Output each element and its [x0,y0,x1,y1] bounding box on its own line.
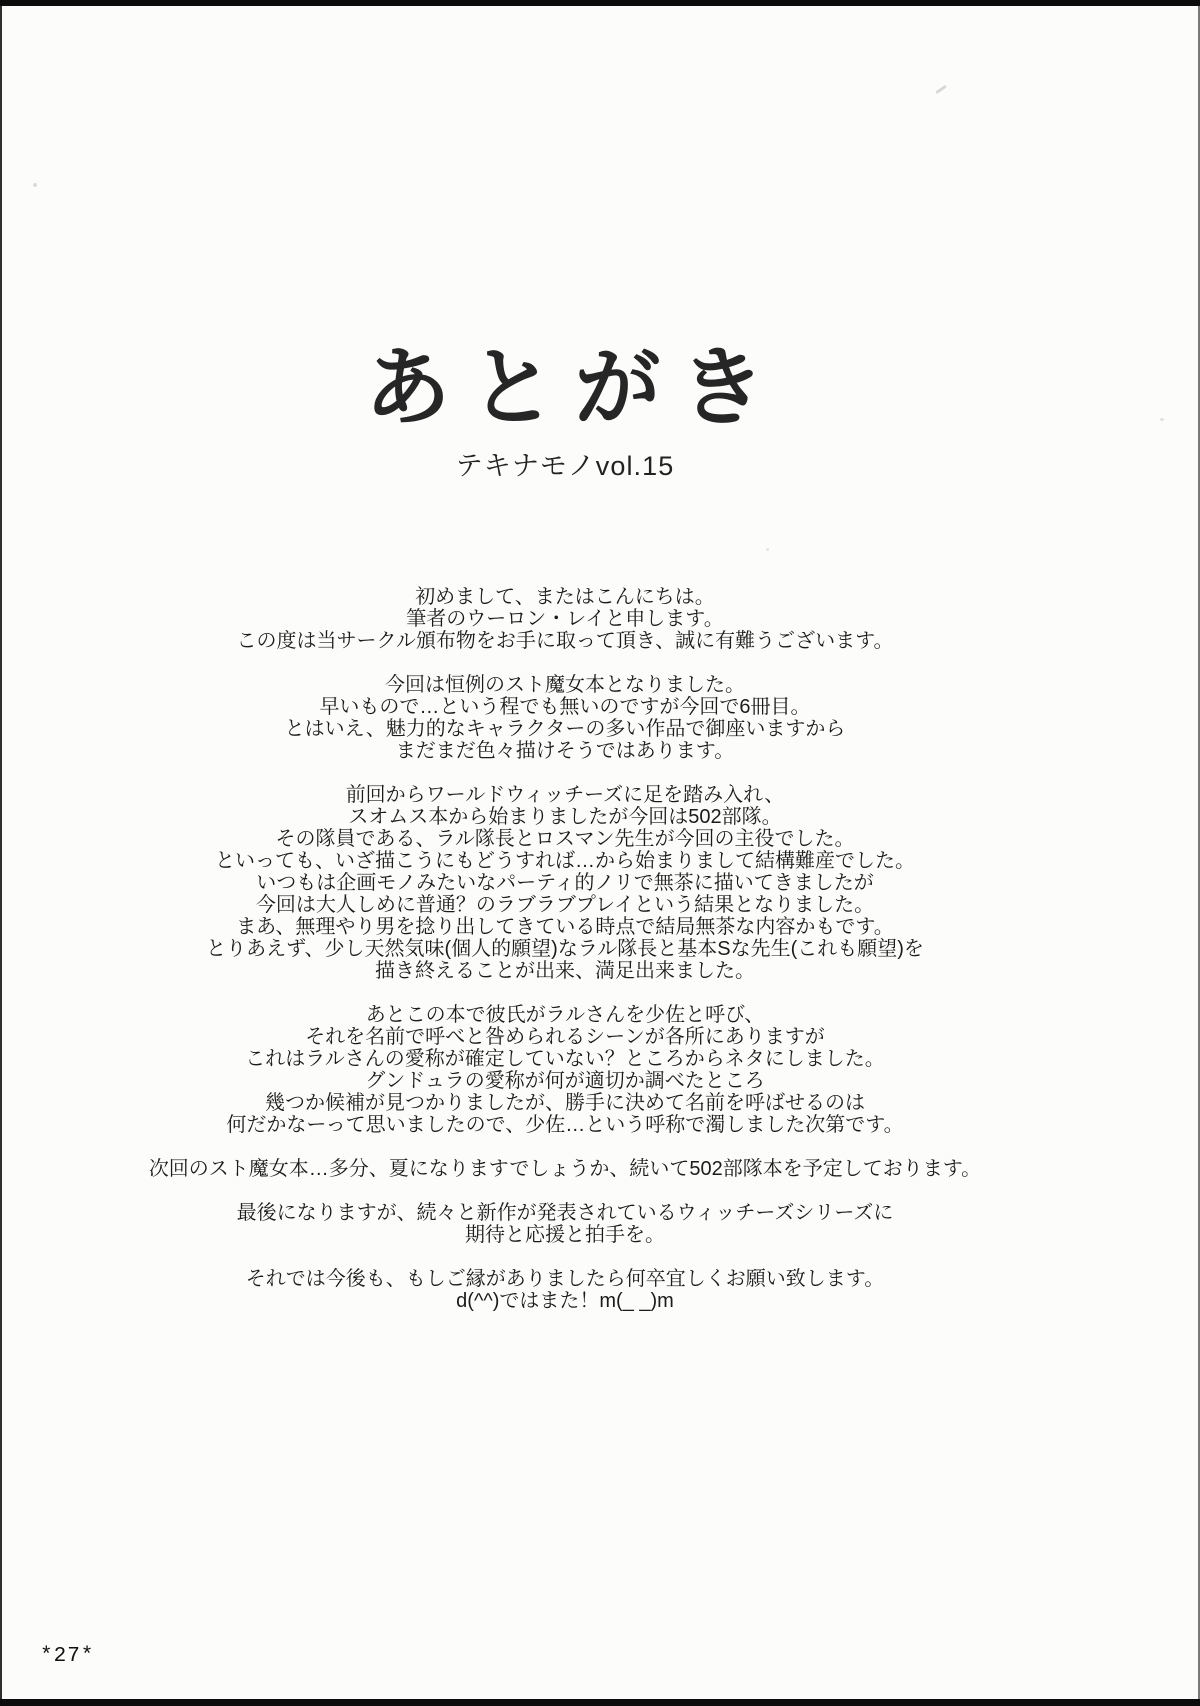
paragraph-next-book [0,1158,1130,1180]
scan-speck [33,183,37,187]
scan-edge-top [0,0,1200,6]
page-title: あとがき [364,340,785,436]
paragraph-closing-support [0,1202,1130,1246]
text-line: まあ、無理やり男を捻り出してきている時点で結局無茶な内容かもです。 [236,916,894,938]
text-line: 今回は恒例のスト魔女本となりました。 [385,674,745,696]
text-line: いつもは企画モノみたいなパーティ的ノリで無茶に描いてきましたが [256,872,874,894]
text-line: 前回からワールドウィッチーズに足を踏み入れ、 [345,784,785,806]
page-number: *27* [40,1645,95,1668]
text-line: とはいえ、魅力的なキャラクターの多い作品で御座いますから [284,718,846,740]
text-line: d(^^)ではまた！m(_ _)m [456,1290,674,1312]
afterword-content [0,338,1130,1334]
page-subtitle: テキナモノvol.15 [455,451,675,481]
text-line: 今回は大人しめに普通？のラブラブプレイという結果となりました。 [255,894,875,916]
text-line: これはラルさんの愛称が確定していない？ところからネタにしました。 [245,1048,885,1070]
text-line: この度は当サークル頒布物をお手に取って頂き、誠に有難うございます。 [236,630,894,652]
paragraph-farewell [0,1268,1130,1312]
text-line: とりあえず、少し天然気味(個人的願望)なラル隊長と基本Sな先生(これも願望)を [206,938,924,960]
text-line: 最後になりますが、続々と新作が発表されているウィッチーズシリーズに [236,1202,894,1224]
scan-speck [1160,418,1164,421]
paragraph-series [0,674,1130,762]
text-line: あとこの本で彼氏がラルさんを少佐と呼び、 [365,1004,765,1026]
text-line: といっても、いざ描こうにもどうすれば…から始まりまして結構難産でした。 [215,850,915,872]
text-line: 次回のスト魔女本…多分、夏になりますでしょうか、続いて502部隊本を予定しております。 [148,1158,982,1180]
text-line: 描き終えることが出来、満足出来ました。 [375,960,755,982]
text-line: 幾つか候補が見つかりましたが、勝手に決めて名前を呼ばせるのは [265,1092,865,1114]
scan-edge-bottom [0,1699,1200,1706]
paragraph-greeting [0,586,1130,652]
text-line: それを名前で呼べと咎められるシーンが各所にありますが [305,1026,825,1048]
text-line: 期待と応援と拍手を。 [465,1224,665,1246]
scan-speck [935,85,947,94]
text-line: それでは今後も、もしご縁がありましたら何卒宜しくお願い致します。 [245,1268,885,1290]
text-line: 初めまして、またはこんにちは。 [415,586,715,608]
paragraph-production [0,784,1130,982]
paragraph-nickname [0,1004,1130,1136]
text-line: グンドュラの愛称が何が適切か調べたところ [365,1070,765,1092]
text-line: 早いもので…という程でも無いのですが今回で6冊目。 [319,696,811,718]
text-line: その隊員である、ラル隊長とロスマン先生が今回の主役でした。 [275,828,855,850]
text-line: スオムス本から始まりましたが今回は502部隊。 [348,806,782,828]
text-line: 何だかなーって思いましたので、少佐…という呼称で濁しました次第です。 [226,1114,904,1136]
text-line: 筆者のウーロン・レイと申します。 [406,608,724,630]
text-line: まだまだ色々描けそうではあります。 [395,740,735,762]
afterword-body [0,586,1130,1312]
